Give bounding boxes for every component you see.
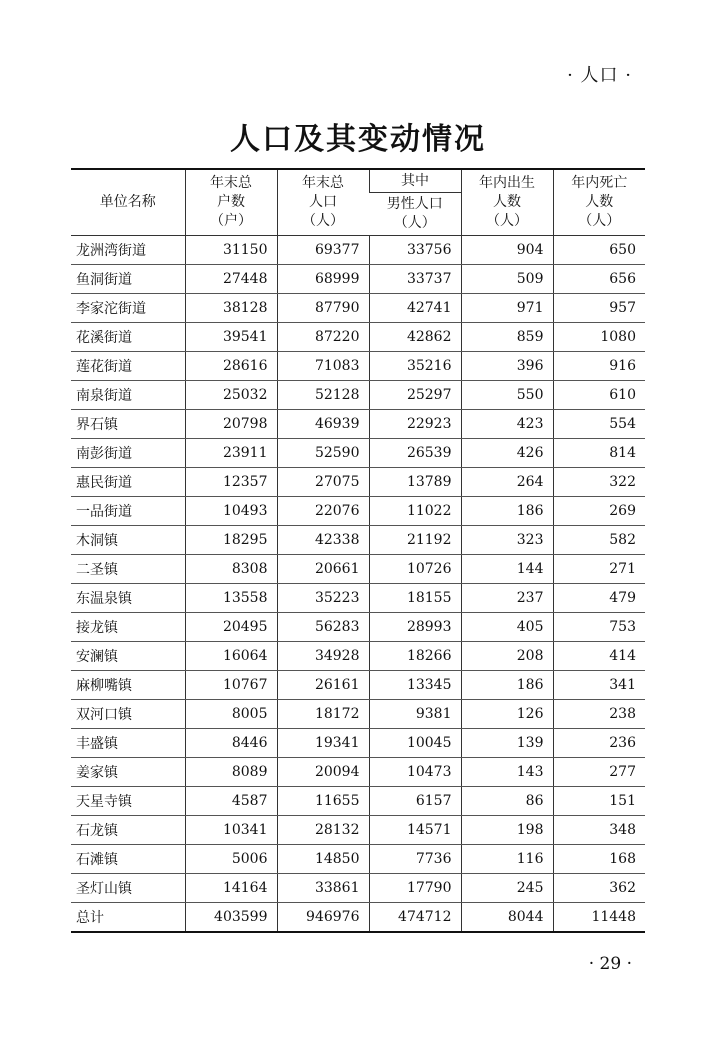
- table-row: [71, 787, 645, 816]
- value-cell: 11022: [369, 497, 461, 526]
- value-cell: 143: [461, 758, 553, 787]
- value-cell: 21192: [369, 526, 461, 555]
- value-cell: 8044: [461, 903, 553, 933]
- value-cell: 28616: [185, 352, 277, 381]
- value-cell: 168: [553, 845, 645, 874]
- value-cell: 14850: [277, 845, 369, 874]
- value-cell: 71083: [277, 352, 369, 381]
- table-body: [71, 236, 645, 933]
- value-cell: 957: [553, 294, 645, 323]
- value-cell: 11448: [553, 903, 645, 933]
- value-cell: 38128: [185, 294, 277, 323]
- value-cell: 22076: [277, 497, 369, 526]
- header-unit: 单位名称: [99, 194, 156, 210]
- value-cell: 20495: [185, 613, 277, 642]
- header-deaths-line2: 人数: [585, 194, 614, 210]
- value-cell: 237: [461, 584, 553, 613]
- value-cell: 186: [461, 497, 553, 526]
- value-cell: 25032: [185, 381, 277, 410]
- population-table: [71, 168, 645, 933]
- value-cell: 10767: [185, 671, 277, 700]
- unit-name-cell: 总计: [71, 903, 185, 933]
- value-cell: 971: [461, 294, 553, 323]
- value-cell: 23911: [185, 439, 277, 468]
- value-cell: 405: [461, 613, 553, 642]
- value-cell: 19341: [277, 729, 369, 758]
- value-cell: 14164: [185, 874, 277, 903]
- value-cell: 46939: [277, 410, 369, 439]
- table-row: [71, 874, 645, 903]
- table-row: [71, 642, 645, 671]
- value-cell: 277: [553, 758, 645, 787]
- value-cell: 323: [461, 526, 553, 555]
- value-cell: 650: [553, 236, 645, 265]
- value-cell: 904: [461, 236, 553, 265]
- unit-name-cell: 接龙镇: [71, 613, 185, 642]
- value-cell: 18266: [369, 642, 461, 671]
- table-row: [71, 555, 645, 584]
- header-households-line2: 户数: [217, 194, 245, 210]
- value-cell: 238: [553, 700, 645, 729]
- value-cell: 18295: [185, 526, 277, 555]
- table-row: [71, 439, 645, 468]
- value-cell: 8446: [185, 729, 277, 758]
- table-row: [71, 816, 645, 845]
- value-cell: 7736: [369, 845, 461, 874]
- table-row: [71, 352, 645, 381]
- value-cell: 9381: [369, 700, 461, 729]
- value-cell: 656: [553, 265, 645, 294]
- value-cell: 39541: [185, 323, 277, 352]
- page-title: 人口及其变动情况: [230, 122, 486, 157]
- unit-name-cell: 石滩镇: [71, 845, 185, 874]
- value-cell: 341: [553, 671, 645, 700]
- unit-name-cell: 龙洲湾街道: [71, 236, 185, 265]
- value-cell: 35223: [277, 584, 369, 613]
- unit-name-cell: 天星寺镇: [71, 787, 185, 816]
- value-cell: 414: [553, 642, 645, 671]
- header-male: [369, 193, 461, 236]
- value-cell: 35216: [369, 352, 461, 381]
- value-cell: 10473: [369, 758, 461, 787]
- table-row: [71, 381, 645, 410]
- value-cell: 16064: [185, 642, 277, 671]
- value-cell: 18172: [277, 700, 369, 729]
- value-cell: 68999: [277, 265, 369, 294]
- value-cell: 28993: [369, 613, 461, 642]
- value-cell: 33861: [277, 874, 369, 903]
- table-row: [71, 236, 645, 265]
- table-row: [71, 410, 645, 439]
- header-births-line3: （人）: [486, 213, 528, 229]
- value-cell: 144: [461, 555, 553, 584]
- value-cell: 10341: [185, 816, 277, 845]
- value-cell: 126: [461, 700, 553, 729]
- value-cell: 859: [461, 323, 553, 352]
- table-row: [71, 526, 645, 555]
- value-cell: 8005: [185, 700, 277, 729]
- value-cell: 87220: [277, 323, 369, 352]
- unit-name-cell: 木洞镇: [71, 526, 185, 555]
- unit-name-cell: 双河口镇: [71, 700, 185, 729]
- value-cell: 814: [553, 439, 645, 468]
- header-households-line1: 年末总: [210, 175, 252, 191]
- value-cell: 69377: [277, 236, 369, 265]
- header-births-line2: 人数: [493, 194, 521, 210]
- table-row: [71, 700, 645, 729]
- value-cell: 403599: [185, 903, 277, 933]
- value-cell: 27448: [185, 265, 277, 294]
- value-cell: 26539: [369, 439, 461, 468]
- value-cell: 20094: [277, 758, 369, 787]
- value-cell: 271: [553, 555, 645, 584]
- table-row: [71, 613, 645, 642]
- value-cell: 139: [461, 729, 553, 758]
- value-cell: 479: [553, 584, 645, 613]
- header-population-line3: （人）: [302, 213, 344, 229]
- value-cell: 34928: [277, 642, 369, 671]
- value-cell: 42338: [277, 526, 369, 555]
- value-cell: 946976: [277, 903, 369, 933]
- header-population-line1: 年末总: [302, 175, 344, 191]
- value-cell: 20798: [185, 410, 277, 439]
- table-row: [71, 497, 645, 526]
- value-cell: 42862: [369, 323, 461, 352]
- unit-name-cell: 二圣镇: [71, 555, 185, 584]
- table-header: [71, 169, 645, 236]
- table-row: [71, 323, 645, 352]
- header-households-line3: （户）: [210, 213, 252, 229]
- table-row: [71, 671, 645, 700]
- unit-name-cell: 安澜镇: [71, 642, 185, 671]
- value-cell: 87790: [277, 294, 369, 323]
- page-number: · 29 ·: [588, 954, 632, 974]
- value-cell: 56283: [277, 613, 369, 642]
- table-row: [71, 265, 645, 294]
- header-deaths-line1: 年内死亡: [571, 175, 628, 191]
- value-cell: 423: [461, 410, 553, 439]
- value-cell: 269: [553, 497, 645, 526]
- value-cell: 554: [553, 410, 645, 439]
- table-row: [71, 729, 645, 758]
- value-cell: 550: [461, 381, 553, 410]
- value-cell: 8308: [185, 555, 277, 584]
- value-cell: 1080: [553, 323, 645, 352]
- value-cell: 236: [553, 729, 645, 758]
- unit-name-cell: 界石镇: [71, 410, 185, 439]
- unit-name-cell: 姜家镇: [71, 758, 185, 787]
- unit-name-cell: 丰盛镇: [71, 729, 185, 758]
- value-cell: 27075: [277, 468, 369, 497]
- value-cell: 5006: [185, 845, 277, 874]
- value-cell: 28132: [277, 816, 369, 845]
- header-population-line2: 人口: [309, 194, 337, 210]
- value-cell: 348: [553, 816, 645, 845]
- value-cell: 474712: [369, 903, 461, 933]
- unit-name-cell: 李家沱街道: [71, 294, 185, 323]
- value-cell: 151: [553, 787, 645, 816]
- value-cell: 52128: [277, 381, 369, 410]
- value-cell: 426: [461, 439, 553, 468]
- value-cell: 362: [553, 874, 645, 903]
- value-cell: 509: [461, 265, 553, 294]
- unit-name-cell: 惠民街道: [71, 468, 185, 497]
- value-cell: 10045: [369, 729, 461, 758]
- value-cell: 22923: [369, 410, 461, 439]
- value-cell: 17790: [369, 874, 461, 903]
- header-of-which: 其中: [369, 169, 461, 193]
- header-households: [185, 169, 277, 236]
- value-cell: 14571: [369, 816, 461, 845]
- value-cell: 6157: [369, 787, 461, 816]
- value-cell: 582: [553, 526, 645, 555]
- value-cell: 11655: [277, 787, 369, 816]
- table-row: [71, 468, 645, 497]
- value-cell: 8089: [185, 758, 277, 787]
- table-row: [71, 758, 645, 787]
- value-cell: 13789: [369, 468, 461, 497]
- value-cell: 18155: [369, 584, 461, 613]
- unit-name-cell: 石龙镇: [71, 816, 185, 845]
- table-row: [71, 845, 645, 874]
- unit-name-cell: 花溪街道: [71, 323, 185, 352]
- value-cell: 322: [553, 468, 645, 497]
- unit-name-cell: 鱼洞街道: [71, 265, 185, 294]
- table-row: [71, 294, 645, 323]
- unit-name-cell: 麻柳嘴镇: [71, 671, 185, 700]
- value-cell: 12357: [185, 468, 277, 497]
- value-cell: 264: [461, 468, 553, 497]
- header-male-line1: 男性人口: [386, 196, 443, 212]
- value-cell: 26161: [277, 671, 369, 700]
- value-cell: 753: [553, 613, 645, 642]
- unit-name-cell: 一品街道: [71, 497, 185, 526]
- header-population: [277, 169, 369, 236]
- header-deaths-line3: （人）: [578, 213, 621, 229]
- value-cell: 25297: [369, 381, 461, 410]
- header-births: [461, 169, 553, 236]
- value-cell: 116: [461, 845, 553, 874]
- unit-name-cell: 南彭街道: [71, 439, 185, 468]
- value-cell: 13345: [369, 671, 461, 700]
- unit-name-cell: 莲花街道: [71, 352, 185, 381]
- value-cell: 33737: [369, 265, 461, 294]
- value-cell: 245: [461, 874, 553, 903]
- value-cell: 610: [553, 381, 645, 410]
- value-cell: 52590: [277, 439, 369, 468]
- value-cell: 31150: [185, 236, 277, 265]
- value-cell: 186: [461, 671, 553, 700]
- value-cell: 396: [461, 352, 553, 381]
- value-cell: 86: [461, 787, 553, 816]
- value-cell: 33756: [369, 236, 461, 265]
- header-male-line2: （人）: [393, 215, 436, 231]
- value-cell: 198: [461, 816, 553, 845]
- section-tag: · 人口 ·: [567, 65, 632, 86]
- table-row: [71, 584, 645, 613]
- value-cell: 10726: [369, 555, 461, 584]
- value-cell: 4587: [185, 787, 277, 816]
- header-births-line1: 年内出生: [479, 175, 535, 191]
- value-cell: 916: [553, 352, 645, 381]
- value-cell: 208: [461, 642, 553, 671]
- header-deaths: [553, 169, 645, 236]
- value-cell: 20661: [277, 555, 369, 584]
- table-row: [71, 903, 645, 933]
- unit-name-cell: 东温泉镇: [71, 584, 185, 613]
- value-cell: 42741: [369, 294, 461, 323]
- value-cell: 10493: [185, 497, 277, 526]
- unit-name-cell: 南泉街道: [71, 381, 185, 410]
- value-cell: 13558: [185, 584, 277, 613]
- unit-name-cell: 圣灯山镇: [71, 874, 185, 903]
